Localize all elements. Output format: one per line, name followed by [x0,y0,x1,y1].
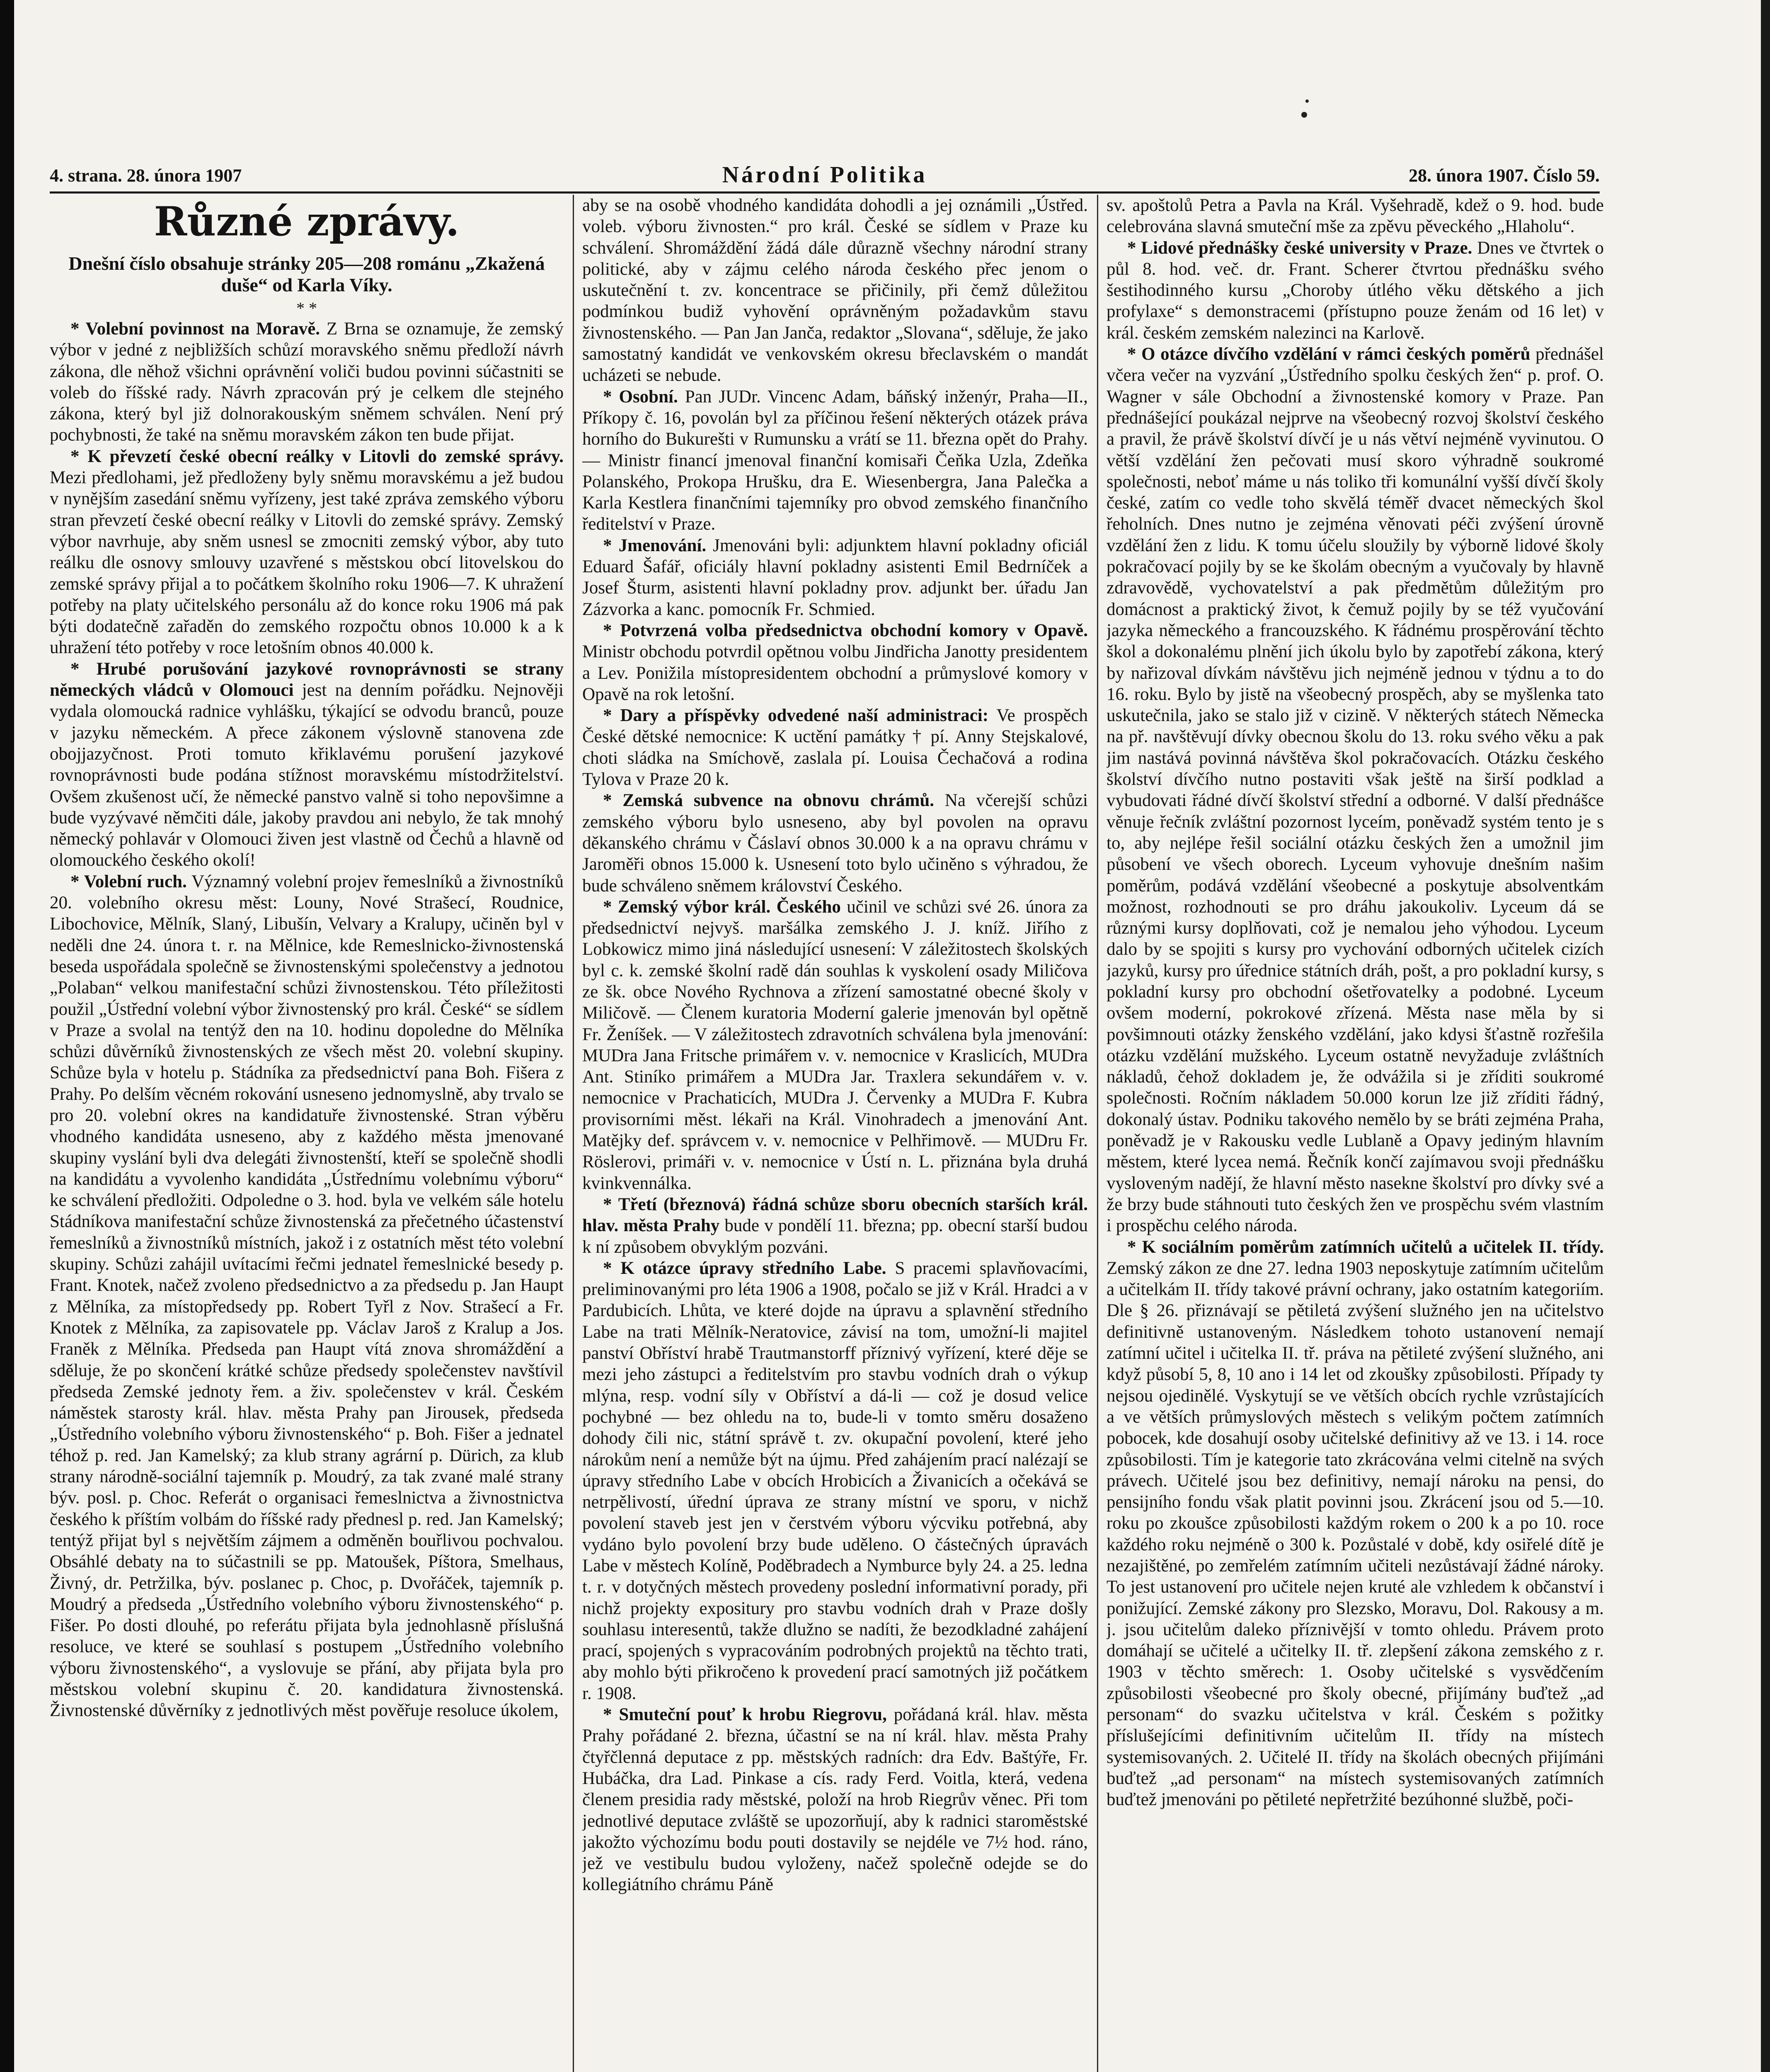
article-lead: * Volební povinnost na Moravě. [70,319,320,339]
article-text: Pan JUDr. Vincenc Adam, báňský inženýr, Praha—II., Příkopy č. 16, povolán byl za příčinou řešení některých otázek práva horního do Bukurešti v Rumunsku a vrátí se 11. března opět do Prahy. — Ministr financí jmenoval finanční komisaři Čeňka Uzla, Zdeňka Polanského, Prokopa Hrušku, dra E. Wiesenbergra, Jana Palečka a Karla Kestlera finančními tajemníky pro obvod zemského finančního ředitelství v Praze. [582,387,1088,534]
article-paragraph [582,535,1088,620]
column-divider [1097,195,1098,2072]
article-text: sv. apoštolů Petra a Pavla na Král. Vyšehradě, kdež o 9. hod. bude celebrována slavná smuteční mše za zpěvu pěveckého „Hlaholu“. [1107,196,1604,237]
scan-border-right [1761,0,1770,2072]
article-lead: * Osobní. [603,387,678,407]
page-header [50,157,1600,195]
article-lead: * Dary a příspěvky odvedené naší administraci: [603,706,989,726]
article-paragraph [582,790,1088,896]
masthead-title: Národní Politika [722,162,927,188]
article-lead: * K otázce úpravy středního Labe. [603,1258,886,1278]
article-paragraph [582,1704,1088,1895]
header-page-date: 4. strana. 28. února 1907 [50,165,242,186]
article-lead: * O otázce dívčího vzdělání v rámci českých poměrů [1127,344,1530,364]
article-lead: * Zemský výbor král. Českého [603,897,841,917]
article-lead: * Třetí (březnová) řádná schůze sboru obecních starších král. hlav. města Prahy [582,1194,1088,1236]
article-text: pořádaná král. hlav. města Prahy pořádané 2. března, účastní se na ní král. hlav. města Prahy čtyřčlenná deputace z pp. městských radních: dra Edv. Baštýře, Fr. Hubáčka, dra Lad. Pinkase a cís. rady Ferd. Voitla, která, vedena členem presidia rady městské, položí na hrob Riegrův věnec. Při tom jednotlivé deputace zvláště se upozorňují, aby k radnici staroměstské jakožto výchozímu bodu pouti dostavily se nejdéle ve 7½ hod. ráno, jež ve vestibulu budou vyloženy, načež společně odejde se do kollegiátního chrámu Páně [582,1705,1088,1895]
article-text: bude v pondělí 11. března; pp. obecní starší budou k ní způsobem obvyklým pozváni. [582,1216,1088,1257]
article-text: aby se na osobě vhodného kandidáta dohodli a jej oznámili „Ústřed. voleb. výboru živnosten.“ pro král. České se sídlem v Praze ku schválení. Shromáždění žádá dále důrazně všechny národní strany politické, aby v zájmu celého národa českého přec jenom o uskutečnění t. zv. koncentrace se přičinily, při čemž důležitou podmínkou budiž vyhovění oprávněným požadavkům stavu živnostenského. — Pan Jan Janča, redaktor „Slovana“, sděluje, že jako samostatný kandidát ve venkovském okresu břeclavském o mandát ucházeti se nebude. [582,196,1088,385]
article-paragraph [1107,195,1604,237]
article-paragraph [50,446,564,658]
article-text: Z Brna se oznamuje, že zemský výbor v jedné z nejbližších schůzí moravského sněmu předloží návrh zákona, dle něhož všichni oprávnění voliči budou povinni súčastniti se voleb do říšské rady. Návrh zpracován prý je celkem dle stejného zákona, který byl již dolnorakouským sněmem schválen. Není prý pochybnosti, že také na sněmu moravském zákon ten bude přijat. [50,319,564,445]
article-lead: * Hrubé porušování jazykové rovnoprávnosti se strany německých vládců v Olomouci [50,659,564,700]
article-lead: * Zemská subvence na obnovu chrámů. [603,791,935,811]
article-text: jest na denním pořádku. Nejnověji vydala olomoucká radnice vyhlášku, týkající se odvodu branců, pouze v jazyku německém. A přece zákonem výslovně stanovena zde obojjazyčnost. Proti tomuto křiklavému porušení jazykové rovnoprávnosti bude podána stížnost moravskému místodržitelství. Ovšem zkušenost učí, že německé panstvo valně si toho nepovšimne a bude vyzývavé němčiti dále, jakoby pravdou ani nebylo, že tak mnohý německý pohlavár v Olomouci živen jest vlastně od Čechů a hlavně od olomouckého českého okolí! [50,680,564,870]
separator-stars: * * [296,299,317,317]
article-lead: * Lidové přednášky české university v Praze. [1127,238,1472,258]
column-2-articles [582,195,1088,1895]
article-paragraph [50,318,564,446]
article-paragraph [1107,237,1604,344]
header-issue-number: 28. února 1907. Číslo 59. [1409,165,1600,186]
article-paragraph [50,871,564,1721]
scan-border-left [0,0,14,2072]
article-text: Na včerejší schůzi zemského výboru bylo usneseno, aby byl povolen na opravu děkanského chrámu v Čáslaví obnos 30.000 k a na opravu chrámu v Jaroměři obnos 15.000 k. Usnesení toto bylo učiněno s výhradou, že bude schváleno sněmem království Českého. [582,791,1088,896]
article-text: Významný volební projev řemeslníků a živnostníků 20. volebního okresu měst: Louny, Nové Strašecí, Roudnice, Libochovice, Mělník, Slaný, Libušín, Velvary a Kralupy, učiněn byl v neděli dne 24. února t. r. na Mělnice, kde Remeslnicko-živnostenská beseda uspořádala společně se živnostenskými společenstvy a jednotou „Polaban“ velkou manifestační schůzi živnostenskou. Této příležitosti použil „Ústřední volební výbor živnostenský pro král. České“ se sídlem v Praze a svolal na tentýž den na 10. hodinu dopoledne do Mělníka schůzi důvěrníků živnostenských ze všech měst 20. volební skupiny. Schůze byla v hotelu p. Stádníka za předsednictví pana Boh. Fišera z Prahy. Po delším věcném rokování usneseno jednomyslně, aby trvalo se pro 20. volební okres na kandidatuře živnostenské. Stran výběru vhodného kandidáta usneseno, aby z každého města jmenované skupiny vyslání byli dva delegáti živnostenští, kteří se společně shodli na kandidátu a vyvolenho kandidáta „Ústřednímu volebnímu výboru“ ke schválení předložiti. Odpoledne o 3. hod. byla ve velkém sále hotelu Stádníkova manifestační schůze živnostenská za přečetného účastenství řemeslníků a živnostníků místních, jakož i z ostatních měst této volební skupiny. Schůzi zahájil uvítacími řečmi jednatel řemeslnické besedy p. Frant. Knotek, načež zvoleno předsednictvo a za předsedu p. Jan Haupt z Mělníka, za místopředsedy pp. Robert Tyřl z Nov. Strašecí a Fr. Knotek z Mělníka, za zapisovatele pp. Václav Jaroš z Kralup a Jos. Franěk z Mělníka. Předseda pan Haupt vítá znova shromáždění a sděluje, že po skončení krátké schůze předsedy společenstev navštívil předseda Zemské jednoty řem. a živ. společenstev v král. Českém náměstek starosty král. hlav. města Prahy pan Jirousek, předseda „Ústředního volebního výboru živnostenského“ p. Boh. Fišer a jednatel téhož p. red. Jan Kamelský; za klub strany agrární p. Dürich, za klub strany národně-sociální tajemník p. Moudrý, za tak zvané malé strany býv. posl. p. Choc. Referát o organisaci řemeslnictva a živnostnictva českého k příštím volbám do říšské rady přednesl p. red. Jan Kamelský; tentýž přijat byl s největším zájmem a odměněn bouřlivou pochvalou. Obsáhlé debaty na to súčastnili se pp. Matoušek, Píštora, Smelhaus, Živný, dr. Petržilka, býv. poslanec p. Choc, p. Dvořáček, tajemník p. Moudrý a předseda „Ústředního volebního výboru živnostenského“ p. Fišer. Po dosti dlouhé, po referátu přijata byla jednohlasně příslušná resoluce, ve které se souhlasí s postupem „Ústředního volebního výboru živnostenského“, a vyslovuje se přání, aby přijata byla pro městskou volební skupinu č. 20. kandidatura živnostenská. Živnostenské důvěrníky z jednotlivých měst pověřuje resoluce úkolem, [50,871,564,1721]
article-text: učinil ve schůzi své 26. února za předsednictví nejvyš. maršálka zemského J. J. kníž. Jiřího z Lobkowicz mimo jiná následující usnesení: V záležitostech školských byl c. k. zemské školní radě dán souhlas k vyskolení osady Miličova ze šk. obce Nového Rychnova a zřízení samostatné obecné školy v Miličově. — Členem kuratoria Moderní galerie jmenován byl opětně Fr. Ženíšek. — V záležitostech zdravotních schválena byla jmenování: MUDra Jana Fritsche primářem v. v. nemocnice v Kraslicích, MUDra Ant. Stiníko primářem a MUDra Jar. Traxlera sekundářem v. v. nemocnice v Prachaticích, MUDra J. Červenky a MUDra F. Kubra provisorními měst. lékaři na Král. Vinohradech a jmenování Ant. Matějky def. správcem v. v. nemocnice v Pelhřimově. — MUDru Fr. Röslerovi, primáři v. v. nemocnice v Ústí n. L. přiznána byla druhá kvinkvennálka. [582,897,1088,1193]
header-rule [50,191,1600,194]
article-paragraph [582,195,1088,386]
article-paragraph [582,1258,1088,1704]
article-text: Jmenováni byli: adjunktem hlavní pokladny oficiál Eduard Šafář, oficiály hlavní pokladny asistenti Emil Bedrníček a Josef Šturm, asistenti hlavní pokladny prov. adjunkt ber. úřadu Jan Zázvorka a kanc. pomocník Fr. Schmied. [582,535,1088,619]
column-1 [50,195,564,2072]
article-lead: * Volební ruch. [70,871,187,891]
section-intro: Dnešní číslo obsahuje stránky 205—208 románu „Zkažená duše“ od Karla Víky. [68,253,545,295]
article-paragraph [1107,1237,1604,1811]
column-1-articles [50,318,564,1721]
article-paragraph [582,705,1088,790]
article-lead: * Jmenování. [603,535,707,555]
scan-speck [1301,112,1307,118]
article-paragraph [50,658,564,871]
article-text: Ministr obchodu potvrdil opětnou volbu Jindřicha Janotty presidentem a Lev. Ponižila místopresidentem obchodní a průmyslové komory v Opavě na rok letošní. [582,642,1088,704]
article-lead: * Smuteční pouť k hrobu Riegrovu, [603,1705,887,1725]
article-paragraph [582,386,1088,535]
column-2 [582,195,1088,2072]
article-text: Ve prospěch České dětské nemocnice: K uctění památky † pí. Anny Stejskalové, choti sládka na Smíchově, zaslala pí. Louisa Čechačová a rodina Tylova v Praze 20 k. [582,706,1088,789]
article-lead: * K sociálním poměrům zatímních učitelů a učitelek II. třídy. [1127,1237,1604,1257]
article-paragraph [1107,344,1604,1236]
article-text: S pracemi splavňovacími, preliminovanými pro léta 1906 a 1908, počalo se již v Král. Hradci a v Pardubicích. Lhůta, ve které dojde na úpravu a splavnění středního Labe na trati Mělník-Neratovice, závisí na tom, umožní-li majitel panství Obříství hrabě Trautmanstorff příznivý vyřízení, které děje se mezi jeho zástupci a ředitelstvím pro stavbu vodních drah o výkup mlýna, resp. vodní síly v Obříství a dá-li — což je dosud velice pochybné — bez ohledu na to, bude-li v tomto směru dosaženo dohody čili nic, státní správě t. zv. okupační povolení, které jeho nárokům není a nemůže být na újmu. Před zahájením prací nalézají se úpravy středního Labe v obcích Hrobicích a Živanicích a očekává se netrpělivostí, úřední úprava ze strany místní ve sporu, v nichž povolení staveb jest jen v čerstvém výboru výcviku potřebná, aby vydáno bylo povolení brzy bude uděleno. O částečných úpravách Labe v městech Kolíně, Poděbradech a Nymburce byly 24. a 25. ledna t. r. v dotyčných městech provedeny poslední informativní porady, při nichž projekty expositury pro stavbu vodních drah v Praze došly souhlasu interesentů, takže dlužno se nadíti, že bezodkladné zahájení prací, spojených s vypracováním podrobných projektů na těchto trati, aby mohlo býti přikročeno k provedení prací samotných již počátkem r. 1908. [582,1258,1088,1703]
article-paragraph [582,1194,1088,1258]
column-3 [1107,195,1604,2072]
article-paragraph [582,896,1088,1194]
column-3-articles [1107,195,1604,1811]
article-paragraph [582,620,1088,705]
scan-speck [1305,99,1309,103]
article-text: Mezi předlohami, jež předloženy byly sněmu moravskému a jež budou v nynějším zasedání sněmu vyřízeny, jest také zpráva zemského výboru stran převzetí české obecní reálky v Litovli do zemské správy. Zemský výbor navrhuje, aby sněm usnesl se zmocniti zemský výbor, aby tuto reálku dle osnovy smlouvy uzavřené s městskou obcí litovelskou do zemské správy přijal a to počátkem školního roku 1906—7. K uhražení potřeby na platy učitelského personálu až do konce roku 1906 má pak býti dodatečně zařaděn do zemského rozpočtu obnos 10.000 k a k uhražení této potřeby v roce letošním obnos 40.000 k. [50,468,564,658]
article-lead: * Potvrzená volba předsednictva obchodní komory v Opavě. [603,620,1088,640]
article-text: přednášel včera večer na vyzvání „Ústředního spolku českých žen“ p. prof. O. Wagner v sále Obchodní a živnostenské komory v Praze. Pan přednášející poukázal nejprve na všeobecný rozvoj školství českého a pravil, že právě školství dívčí je u nás větví nejméně vyvinutou. O větší vzdělání žen pečovati musí skoro výhradně soukromé společnosti, neboť máme u nás toliko tři komunální vyšší dívčí školy české, zatím co vedle toho skvělá téměř dvacet německých škol řeholních. Dnes nutno je zejména věnovati péči zvýšení úrovně vzdělání žen z lidu. K tomu účelu sloužily by výborně lidové školy pokračovací pojily by se ke školám obecným a vyučovaly by hlavně zdravovědě, vychovatelství a pak předmětům důležitým pro domácnost a praktický život, k čemuž pojily by se též vyučování jazyka německého a francouzského. K řádnému prospěrování těchto škol a dokonalému plnění jich úkolu bylo by zapotřebí zákona, který by nařizoval dívkám návštěvu jich nejméně jednou v týdnu a to do 16. roku. Bylo by jistě na všeobecný prospěch, aby se myšlenka tato uskutečnila, jako se stalo již v cizině. V některých státech Německa na př. navštěvují dívky obecnou školu do 13. roku svého věku a pak jim nastává povinná návštěva škol pokračovacích. Otázku českého školství dívčího nutno postaviti však ještě na širší podklad a vybudovati řádné dívčí školství střední a odborné. V další přednášce věnuje řečník zvláštní pozornost lyceím, poněvadž systém tento je s to, aby nejlépe řešil sociální otázku českých žen a umožnil jim působení ve všech oborech. Lyceum vyhovuje dnešním našim poměrům, podává vzdělání všeobecné a poskytuje absolventkám možnost, rozhodnouti se pro dráhu jakoukoliv. Lyceum dá se různými kursy doplňovati, což je nemalou jeho výhodou. Lyceum dalo by se spojiti s kursy pro vychování odborných učitelek cizích jazyků, kursy pro úřednice státních dráh, pošt, a pro pokladní kursy, s pokladní kursy pro obchodní ošetřovatelky a podobné. Lyceum ovšem moderní, pokrokové zřízená. Města nase měla by si povšimnouti otázky ženského vzdělání, jako kdysi šťastně rozřešila otázku vzdělání mužského. Lyceum ostatně nevyžaduje zvláštních nákladů, čehož dokladem je, že odvážila si je zříditi soukromé společnosti. Ročním nákladem 50.000 korun lze již zříditi řádný, dokonalý ústav. Podniku takového nemělo by se bráti zejména Praha, poněvadž je v Rakousku vedle Lublaně a Opavy jediným hlavním městem, které lycea nemá. Řečník končí zajímavou svoji přednášku vysloveným nadějí, že hlavní město nasekne školství pro dívky své a že brzy bude stáhnouti tuto českých žen ve prospěchu svém vlastním i prospěchu celého národa. [1107,344,1604,1236]
section-title: Různé zprávy. [154,198,460,245]
article-text: Dnes ve čtvrtek o půl 8. hod. več. dr. Frant. Scherer čtvrtou přednášku svého šestihodinného kursu „Choroby útlého věku dětského a jich profylaxe“ s demonstracemi (přístupno pouze ženám od 16 let) v král. českém zemském nalezinci na Karlově. [1107,238,1604,343]
column-divider [573,195,574,2072]
article-lead: * K převzetí české obecní reálky v Litovli do zemské správy. [70,446,564,466]
article-text: Zemský zákon ze dne 27. ledna 1903 neposkytuje zatímním učitelům a učitelkám II. třídy takové právní ochrany, jako ostatním kategoriím. Dle § 26. přiznávají se pětiletá zvýšení služného jen na učitelstvo definitivně ustanoveným. Následkem tohoto ustanovení nemají zatímní učitel i učitelka II. tř. práva na pětileté zvýšení služného, ani když působí 5, 8, 10 ano i 14 let od zkoušky způsobilosti. Případy ty nejsou ojedinělé. Vyskytují se ve větších obcích rychle vzrůstajících a ve větších průmyslových městech s velikým počtem zatímních pobocek, kde dosahují osoby učitelské definitivy až ve 13. i 14. roce způsobilosti. Tím je kategorie tato zkrácována velmi citelně na svých právech. Učitelé jsou bez definitivy, nemají nároku na pensi, do pensijního fondu však platit povinni jsou. Zkrácení jsou od 5.—10. roku po zkoušce způsobilosti každým rokem o 200 k a po 10. roce každého roku nejméně o 300 k. Pozůstalé v době, kdy osiřelé dítě je nezajištěné, po zemřelém zatímním učiteli nezůstávají žádné nároky. To jest ustanovení pro učitele nejen kruté ale vzhledem k občanství i ponižující. Zemské zákony pro Slezsko, Moravu, Dol. Rakousy a m. j. jsou učitelům daleko příznivější v tomto ohledu. Právem proto domáhají se učitelé a učitelky II. tř. zlepšení zákona zemského z r. 1903 v těchto směrech: 1. Osoby učitelské s vysvědčením způsobilosti všeobecné pro školy obecné, přijímány buďtež „ad personam“ do svazku učitelstva v král. Českém s požitky příslušejícími definitivním učitelům II. třídy na místech systemisovaných. 2. Učitelé II. třídy na školách obecných přijímáni buďtež „ad personam“ na místech systemisovaných zatímních buďtež jmenováni po pětileté nepřetržité bezúhonné službě, poči- [1107,1258,1604,1810]
